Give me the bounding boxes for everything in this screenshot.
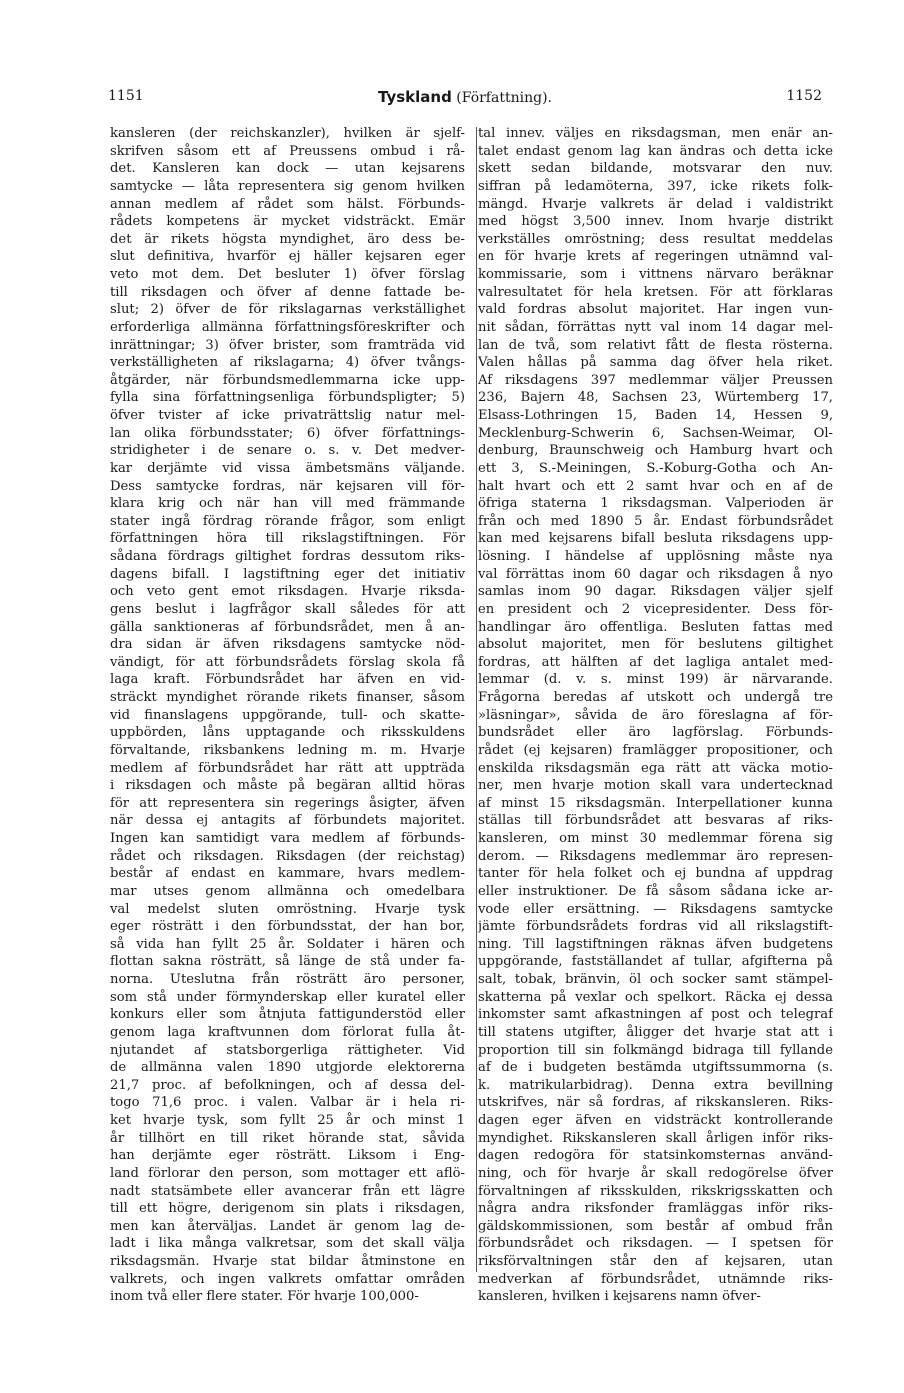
text-line: de allmänna valen 1890 utgjorde elektorerna xyxy=(110,1060,465,1076)
text-line: stater ingå fördrag rörande frågor, som enligt xyxy=(110,513,465,529)
text-line: rådet (ej kejsaren) framlägger propositioner, och xyxy=(478,742,833,758)
text-line: skatterna på vexlar och spelkort. Räcka ej dessa xyxy=(478,989,833,1005)
text-line: genom laga kraftvunnen dom förlorat fulla åt- xyxy=(110,1024,465,1040)
text-line: eller instruktioner. De få såsom sådana icke ar- xyxy=(478,883,833,899)
text-line: nit sådan, förrättas nytt val inom 14 dagar mel- xyxy=(478,319,833,335)
text-line: 236, Bajern 48, Sachsen 23, Würtemberg 17, xyxy=(478,390,833,406)
text-line: verkställigheten af rikslagarna; 4) öfver tvångs- xyxy=(110,355,465,371)
text-line: riksdagsmän. Hvarje stat bildar åtminstone en xyxy=(110,1254,465,1269)
text-line: han derjämte eger rösträtt. Liksom i Eng- xyxy=(110,1148,465,1164)
text-line: i riksdagen och måste på begäran alltid höras xyxy=(110,778,465,794)
text-line: stridigheter i de senare o. s. v. Det medver- xyxy=(110,443,465,459)
text-line: kan med kejsarens bifall besluta riksdagens upp- xyxy=(478,531,833,547)
column-divider xyxy=(476,127,477,1272)
text-line: vid finanslagens uppgörande, tull- och skatte- xyxy=(110,707,465,723)
text-line: njutandet af statsborgerliga rättigheter. Vid xyxy=(110,1042,465,1058)
text-line: ner, men hvarje motion skall vara undertecknad xyxy=(478,778,833,794)
text-line: k. matrikularbidrag). Denna extra bevillning xyxy=(478,1077,833,1093)
text-line: ning. Till lagstiftningen räknas äfven budgetens xyxy=(478,936,833,952)
text-line: skett sedan bildande, motsvarar den nuv. xyxy=(478,161,833,177)
text-line: tal innev. väljes en riksdagsman, men enär an- xyxy=(478,126,833,141)
text-line: när dessa ej antagits af förbundets majoritet. xyxy=(110,813,465,829)
text-line: uppbörden, låns upptagande och riksskuldens xyxy=(110,725,465,741)
text-line: dagens bifall. I lagstiftning eger det initiativ xyxy=(110,566,465,582)
text-line: denburg, Braunschweig och Hamburg hvart och xyxy=(478,443,833,459)
text-line: derom. — Riksdagens medlemmar äro represen- xyxy=(478,848,833,864)
running-title xyxy=(108,88,822,106)
text-line: ett 3, S.-Meiningen, S.-Koburg-Gotha och An- xyxy=(478,460,833,476)
text-line: några andra riksfonder framläggas inför riks- xyxy=(478,1201,833,1217)
text-line: kar derjämte vid vissa ämbetsmäns väljande. xyxy=(110,460,465,476)
text-line: åtgärder, när förbundsmedlemmarna icke upp- xyxy=(110,372,465,388)
text-line: inrättningar; 3) öfver brister, som framträda vid xyxy=(110,337,465,353)
text-line: ket hvarje tysk, som fyllt 25 år och minst 1 xyxy=(110,1113,465,1128)
running-title-keyword: Tyskland xyxy=(378,88,452,106)
text-line: till riksdagen och öfver af denne fattade be- xyxy=(110,284,465,300)
text-line: gens beslut i lagfrågor skall således för att xyxy=(110,601,465,617)
text-line: af de i budgeten bestämda utgiftssummorna (s. xyxy=(478,1060,833,1076)
text-line: val medelst sluten omröstning. Hvarje tysk xyxy=(110,901,465,917)
text-line: af minst 15 riksdagsmän. Interpellationer kunna xyxy=(478,795,833,811)
text-line: till statens utgifter, åligger det hvarje stat att i xyxy=(478,1024,833,1040)
text-line: från och med 1890 5 år. Endast förbundsrådet xyxy=(478,513,833,529)
page-number-right: 1152 xyxy=(786,88,822,104)
text-line: förvaltande, riksbankens ledning m. m. Hvarje xyxy=(110,742,465,758)
text-line: inom två eller flere stater. För hvarje 100,000- xyxy=(110,1289,419,1305)
text-line: norna. Uteslutna från rösträtt äro personer, xyxy=(110,972,465,987)
text-line: fordras, att hälften af det lagliga antalet med- xyxy=(478,654,833,670)
text-line: proportion till sin folkmängd bidraga till fyllande xyxy=(478,1042,833,1058)
text-line: kommissarie, som i vittnens närvaro beräknar xyxy=(478,267,833,282)
text-line: slut definitiva, hvarför ej häller kejsaren eger xyxy=(110,249,465,265)
text-line: erforderliga allmänna författningsföreskrifter och xyxy=(110,319,465,335)
text-line: salt, tobak, bränvin, öl och socker samt stämpel- xyxy=(478,972,833,987)
text-line: land förlorar den person, som mottager ett aflö- xyxy=(110,1165,465,1181)
text-line: Mecklenburg-Schwerin 6, Sachsen-Weimar, Ol- xyxy=(478,425,833,441)
text-line: annan medlem af rådet som hälst. Förbunds- xyxy=(110,196,465,212)
text-line: klara krig och när han vill med främmande xyxy=(110,496,465,512)
text-line: medlem af förbundsrådet har rätt att uppträda xyxy=(110,760,465,776)
text-line: valkrets, och ingen valkrets omfattar områden xyxy=(110,1271,465,1287)
text-line: bundsrådet eller äro lagförslag. Förbunds- xyxy=(478,725,833,741)
text-line: författningen höra till rikslagstiftningen. För xyxy=(110,531,465,547)
text-line: vändigt, för att förbundsrådets förslag skola få xyxy=(110,654,465,670)
text-line: år tillhört en till riket hörande stat, såvida xyxy=(110,1130,465,1146)
text-line: vald fordras absolut majoritet. Har ingen vun- xyxy=(478,302,833,318)
text-line: till ett högre, derigenom sin plats i riksdagen, xyxy=(110,1201,465,1217)
text-line: talet endast genom lag kan ändras och detta icke xyxy=(478,143,833,159)
text-line: kansleren (der reichskanzler), hvilken är sjelf- xyxy=(110,126,465,141)
text-line: en för hvarje krets af regeringen utnämnd val- xyxy=(478,249,833,265)
text-line: som stå under förmynderskap eller kuratel eller xyxy=(110,989,465,1005)
text-line: vode eller ersättning. — Riksdagens samtycke xyxy=(478,901,833,917)
text-line: nadt statsämbete eller avancerar från ett lägre xyxy=(110,1183,465,1199)
text-line: fylla sina författningsenliga förbundspligter; 5) xyxy=(110,390,465,406)
text-line: valresultatet för hela kretsen. För att förklaras xyxy=(478,284,833,300)
text-line: kansleren, om minst 30 medlemmar förena sig xyxy=(478,831,833,846)
text-line: mängd. Hvarje valkrets är delad i valdistrikt xyxy=(478,196,833,212)
text-line: ning, och för hvarje år skall redogörelse öfver xyxy=(478,1165,833,1181)
text-line: utskrifves, när så fordras, af rikskansleren. Riks- xyxy=(478,1095,833,1111)
text-line: för att representera sin regerings åsigter, äfven xyxy=(110,795,465,811)
text-line: mar utses genom allmänna och omedelbara xyxy=(110,883,465,899)
text-line: enskilda riksdagsmän ega rätt att väcka motio- xyxy=(478,760,833,776)
text-line: flottan sakna rösträtt, så länge de stå under fa- xyxy=(110,954,465,970)
text-line: gälla sanktioneras af förbundsrådet, men å an- xyxy=(110,619,465,635)
text-line: inkomster samt afkastningen af post och telegraf xyxy=(478,1007,833,1023)
text-line: 21,7 proc. af befolkningen, och af dessa del- xyxy=(110,1077,465,1093)
left-text-column xyxy=(110,125,465,1306)
text-line: eger rösträtt i den förbundsstat, der han bor, xyxy=(110,919,465,935)
text-line: slut; 2) öfver de för rikslagarnas verkställighet xyxy=(110,302,465,318)
text-line: Dess samtycke fordras, när kejsaren vill för- xyxy=(110,478,465,494)
text-line: öfver tvister af icke privaträttslig natur mel- xyxy=(110,408,465,423)
page-header xyxy=(108,88,822,112)
text-line: sådana fördrags giltighet fordras dessutom riks- xyxy=(110,549,465,564)
text-line: val förrättas inom 60 dagar och riksdagen å nyo xyxy=(478,566,833,582)
text-line: dagen redogöra för statsinkomsternas använd- xyxy=(478,1148,833,1164)
text-line: dagen eger äfven en vidsträckt kontrollerande xyxy=(478,1113,833,1128)
text-line: konkurs eller som åtnjuta fattigunderstöd eller xyxy=(110,1007,465,1023)
right-text-column xyxy=(478,125,833,1306)
text-line: lemmar (d. v. s. minst 199) är närvarande. xyxy=(478,672,833,688)
text-line: halt hvart och ett 2 samt hvar och en af de xyxy=(478,478,833,494)
text-line: lösning. I händelse af upplösning måste nya xyxy=(478,549,833,564)
text-line: en president och 2 vicepresidenter. Dess för- xyxy=(478,601,833,617)
text-line: lan de två, som relativt fått de flesta rösterna. xyxy=(478,337,833,353)
text-line: Af riksdagens 397 medlemmar väljer Preussen xyxy=(478,372,833,388)
text-line: jämte förbundsrådets fordras vid all rikslagstift- xyxy=(478,919,833,935)
text-line: togo 71,6 proc. i valen. Valbar är i hela ri- xyxy=(110,1095,465,1111)
text-line: dra sidan är äfven riksdagens samtycke nöd- xyxy=(110,637,465,653)
text-line: laga kraft. Förbundsrådet har äfven en vid- xyxy=(110,672,465,688)
text-line: kansleren, hvilken i kejsarens namn öfver- xyxy=(478,1289,761,1305)
running-title-rest: (Författning). xyxy=(451,90,552,106)
text-line: skrifven såsom ett af Preussens ombud i rå- xyxy=(110,143,465,159)
text-line: öfriga staterna 1 riksdagsman. Valperioden är xyxy=(478,496,833,512)
text-line: men kan återväljas. Landet är genom lag de- xyxy=(110,1218,465,1234)
text-line: sträckt myndighet rörande rikets finanser, såsom xyxy=(110,690,465,705)
text-line: förvaltningen af riksskulden, rikskrigsskatten och xyxy=(478,1183,833,1199)
text-line: består af endast en kammare, hvars medlem- xyxy=(110,866,465,882)
text-line: med högst 3,500 innev. Inom hvarje distrikt xyxy=(478,214,833,230)
text-line: tanter för hela folket och ej bundna af uppdrag xyxy=(478,866,833,882)
text-line: så vida han fyllt 25 år. Soldater i hären och xyxy=(110,936,465,952)
text-line: siffran på ledamöterna, 397, icke rikets folk- xyxy=(478,178,833,194)
text-line: »läsningar», såvida de äro föreslagna af för- xyxy=(478,707,833,723)
text-line: absolut majoritet, men för beslutens giltighet xyxy=(478,637,833,653)
text-line: gäldskommissionen, som består af ombud från xyxy=(478,1218,833,1234)
text-line: verkställes omröstning; dess resultat meddelas xyxy=(478,231,833,247)
text-line: Elsass-Lothringen 15, Baden 14, Hessen 9, xyxy=(478,408,833,423)
text-line: lan olika förbundsstater; 6) öfver författnings- xyxy=(110,425,465,441)
text-line: det. Kansleren kan dock — utan kejsarens xyxy=(110,161,465,177)
text-line: rådets kompetens är mycket vidsträckt. Emär xyxy=(110,214,465,230)
text-line: det är rikets högsta myndighet, äro dess be- xyxy=(110,231,465,247)
text-line: förbundsrådet och riksdagen. — I spetsen för xyxy=(478,1236,833,1252)
page-number-left: 1151 xyxy=(108,88,144,104)
text-line: ställas till förbundsrådet att besvaras af riks- xyxy=(478,813,833,829)
text-line: riksförvaltningen står den af kejsaren, utan xyxy=(478,1254,833,1269)
text-line: samtycke — låta representera sig genom hvilken xyxy=(110,178,465,194)
text-line: uppgörande, fastställandet af tullar, afgifterna på xyxy=(478,954,833,970)
text-line: myndighet. Rikskansleren skall årligen inför riks- xyxy=(478,1130,833,1146)
text-line: medverkan af förbundsrådet, utnämnde riks- xyxy=(478,1271,833,1287)
text-line: och veto gent emot riksdagen. Hvarje riksda- xyxy=(110,584,465,600)
text-line: Ingen kan samtidigt vara medlem af förbunds- xyxy=(110,831,465,846)
text-line: samlas inom 90 dagar. Riksdagen väljer sjelf xyxy=(478,584,833,600)
text-line: veto mot dem. Det besluter 1) öfver förslag xyxy=(110,267,465,282)
text-line: Valen hållas på samma dag öfver hela riket. xyxy=(478,355,833,371)
text-line: Frågorna beredas af utskott och undergå tre xyxy=(478,690,833,705)
text-line: rådet och riksdagen. Riksdagen (der reichstag) xyxy=(110,848,465,864)
text-line: ladt i lika många valkretsar, som det skall välja xyxy=(110,1236,465,1252)
text-line: handlingar äro offentliga. Besluten fattas med xyxy=(478,619,833,635)
